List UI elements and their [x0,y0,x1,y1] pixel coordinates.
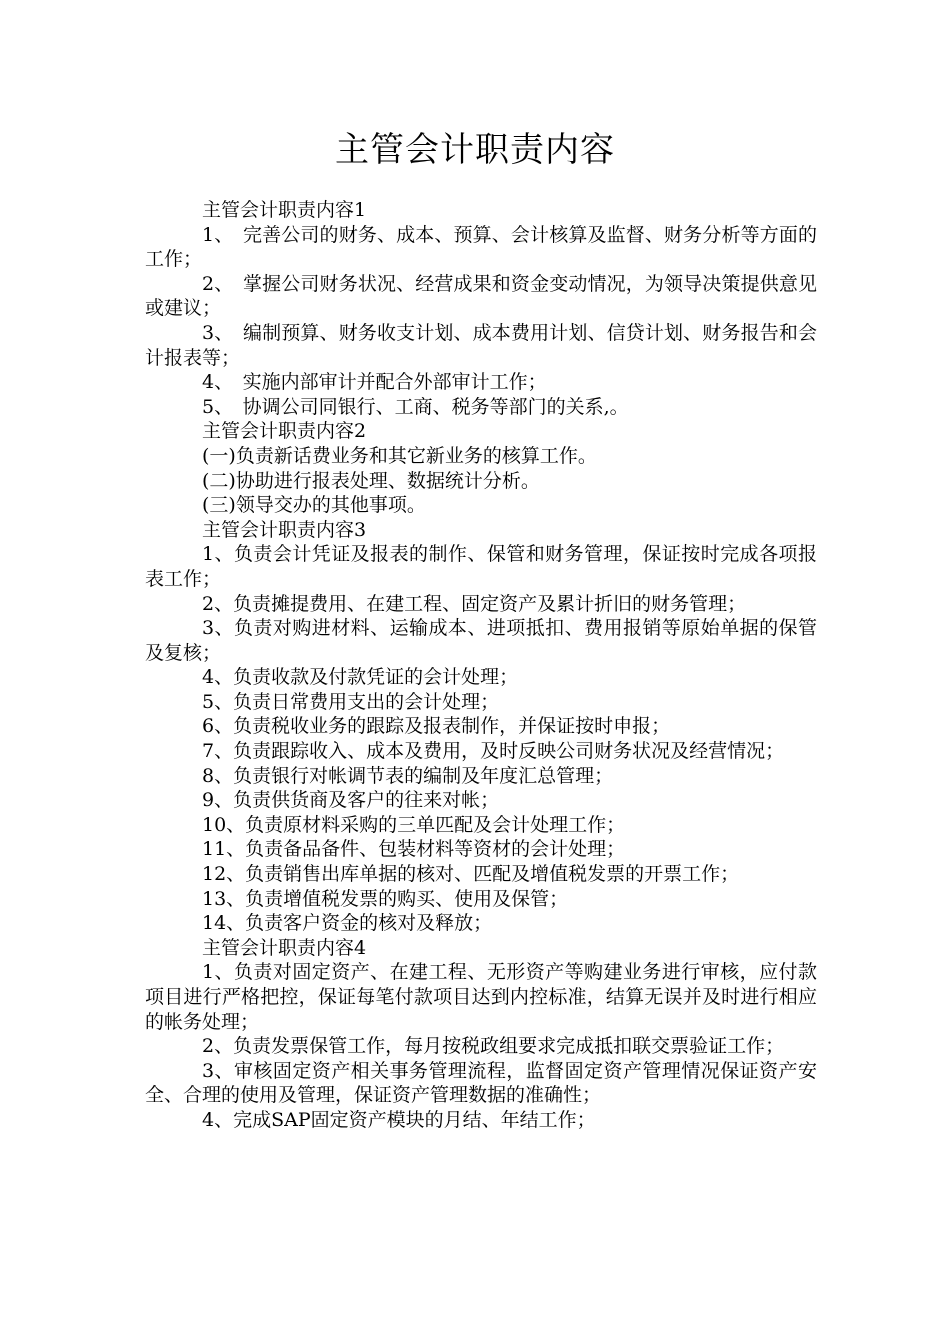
paragraph: 6、负责税收业务的跟踪及报表制作，并保证按时申报； [202,715,671,738]
paragraph: 3、负责对购进材料、运输成本、进项抵扣、费用报销等原始单据的保管及复核； [145,617,817,664]
paragraph: (二)协助进行报表处理、数据统计分析。 [202,469,540,492]
section-heading-4: 主管会计职责内容4 [202,936,367,959]
paragraph: 8、负责银行对帐调节表的编制及年度汇总管理； [202,764,614,787]
section-heading-1: 主管会计职责内容1 [202,199,367,221]
section-heading-2: 主管会计职责内容2 [202,420,367,443]
paragraph: 1、负责会计凭证及报表的制作、保管和财务管理，保证按时完成各项报表工作； [145,543,817,590]
paragraph: 4、 实施内部审计并配合外部审计工作； [202,371,547,394]
paragraph: (三)领导交办的其他事项。 [202,494,426,517]
paragraph: 5、负责日常费用支出的会计处理； [202,690,500,713]
paragraph: 2、负责摊提费用、在建工程、固定资产及累计折旧的财务管理； [202,592,747,615]
document-title: 主管会计职责内容 [335,130,615,170]
paragraph: 2、 掌握公司财务状况、经营成果和资金变动情况，为领导决策提供意见或建议； [145,272,817,320]
paragraph: 10、负责原材料采购的三单匹配及会计处理工作； [202,813,626,836]
paragraph: 9、负责供货商及客户的往来对帐； [202,789,500,812]
paragraph: 2、负责发票保管工作，每月按税政组要求完成抵扣联交票验证工作； [202,1035,785,1058]
paragraph: 7、负责跟踪收入、成本及费用，及时反映公司财务状况及经营情况； [202,740,785,763]
paragraph: 4、完成SAP固定资产模块的月结、年结工作； [202,1108,596,1131]
paragraph: 3、审核固定资产相关事务管理流程，监督固定资产管理情况保证资产安全、合理的使用及管理，保证资产管理数据的准确性； [145,1059,817,1107]
paragraph: (一)负责新话费业务和其它新业务的核算工作。 [202,444,597,467]
document-body [145,198,817,1133]
paragraph: 4、负责收款及付款凭证的会计处理； [202,666,519,689]
section-heading-3: 主管会计职责内容3 [202,518,367,541]
paragraph: 5、 协调公司同银行、工商、税务等部门的关系,。 [202,395,629,418]
paragraph: 12、负责销售出库单据的核对、匹配及增值税发票的开票工作； [202,863,740,886]
paragraph: 3、 编制预算、财务收支计划、成本费用计划、信贷计划、财务报告和会计报表等； [145,321,817,369]
paragraph: 13、负责增值税发票的购买、使用及保管； [202,887,569,910]
paragraph: 1、负责对固定资产、在建工程、无形资产等购建业务进行审核，应付款项目进行严格把控，保证每笔付款项目达到内控标准，结算无误并及时进行相应的帐务处理； [145,961,817,1033]
paragraph: 1、 完善公司的财务、成本、预算、会计核算及监督、财务分析等方面的工作； [145,223,817,271]
paragraph: 14、负责客户资金的核对及释放； [202,912,493,935]
paragraph: 11、负责备品备件、包装材料等资材的会计处理； [202,838,626,861]
